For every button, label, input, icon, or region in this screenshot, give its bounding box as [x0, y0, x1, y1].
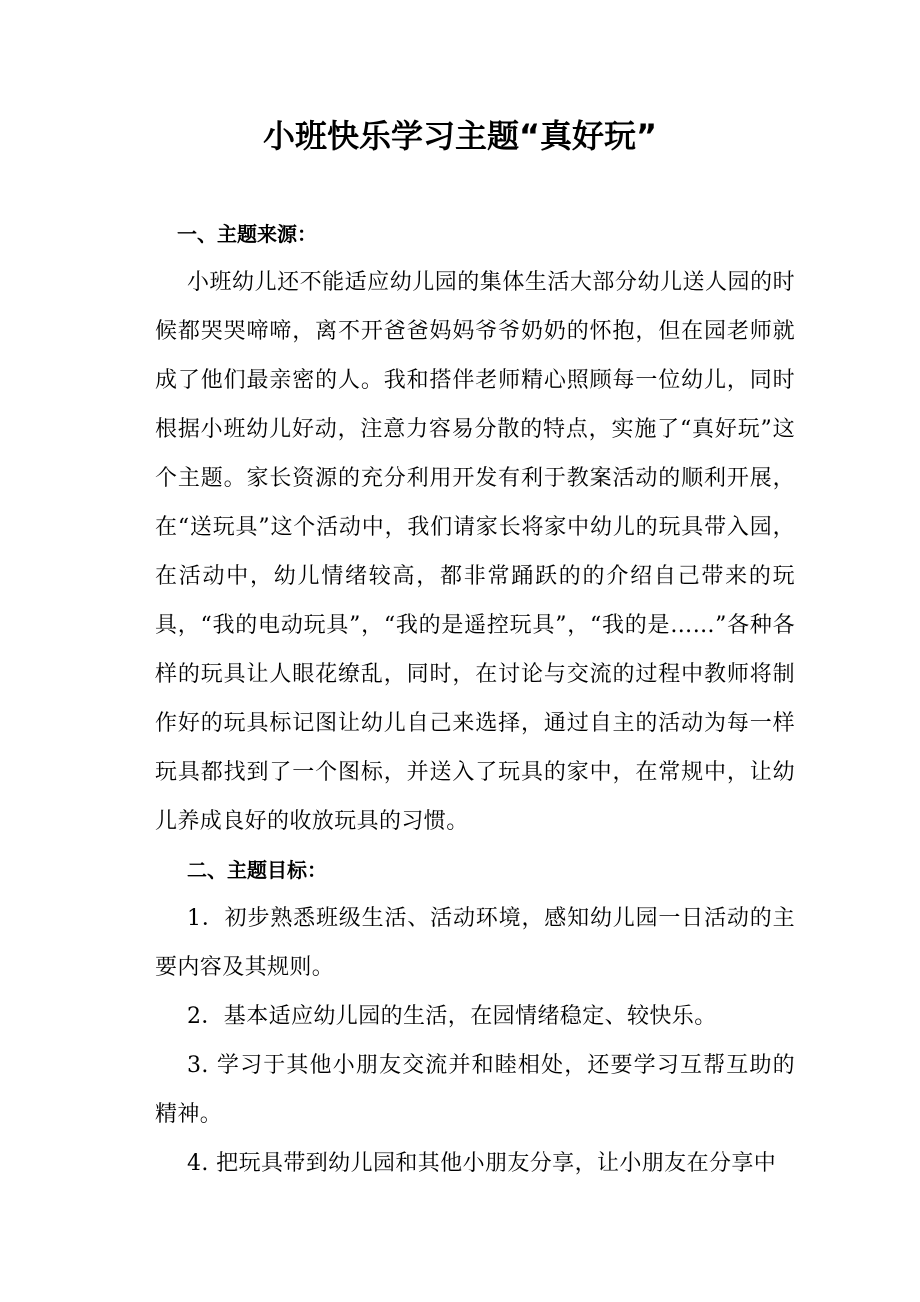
goal-item-3: 3. 学习于其他小朋友交流并和睦相处，还要学习互帮互助的精神。 [155, 1053, 795, 1127]
goal-item-2: 2．基本适应幼儿园的生活，在园情绪稳定、较快乐。 [187, 1004, 717, 1029]
section-heading-source: 一、主题来源： [177, 222, 317, 246]
section-paragraph-source: 小班幼儿还不能适应幼儿园的集体生活大部分幼儿送人园的时候都哭哭啼啼，离不开爸爸妈妈爷爷奶奶的怀抱，但在园老师就成了他们最亲密的人。我和搭伴老师精心照顾每一位幼儿，同时根据小班幼儿好动，注意力容易分散的特点，实施了“真好玩”这个主题。家长资源的充分利用开发有利于教案活动的顺利开展，在“送玩具”这个活动中，我们请家长将家中幼儿的玩具带入园，在活动中，幼儿情绪较高，都非常踊跃的的介绍自己带来的玩具，“我的电动玩具”，“我的是遥控玩具”，“我的是……”各种各样的玩具让人眼花缭乱，同时，在讨论与交流的过程中教师将制作好的玩具标记图让幼儿自己来选择，通过自主的活动为每一样玩具都找到了一个图标，并送入了玩具的家中，在常规中，让幼儿养成良好的收放玩具的习惯。 [155, 270, 795, 834]
goal-item-4: 4. 把玩具带到幼儿园和其他小朋友分享，让小朋友在分享中 [187, 1151, 777, 1176]
document-body [155, 210, 795, 1188]
section-heading-goals: 二、主题目标： [187, 858, 327, 882]
goal-item-1: 1．初步熟悉班级生活、活动环境，感知幼儿园一日活动的主要内容及其规则。 [155, 906, 795, 980]
document-title: 小班快乐学习主题“真好玩” [262, 117, 658, 155]
